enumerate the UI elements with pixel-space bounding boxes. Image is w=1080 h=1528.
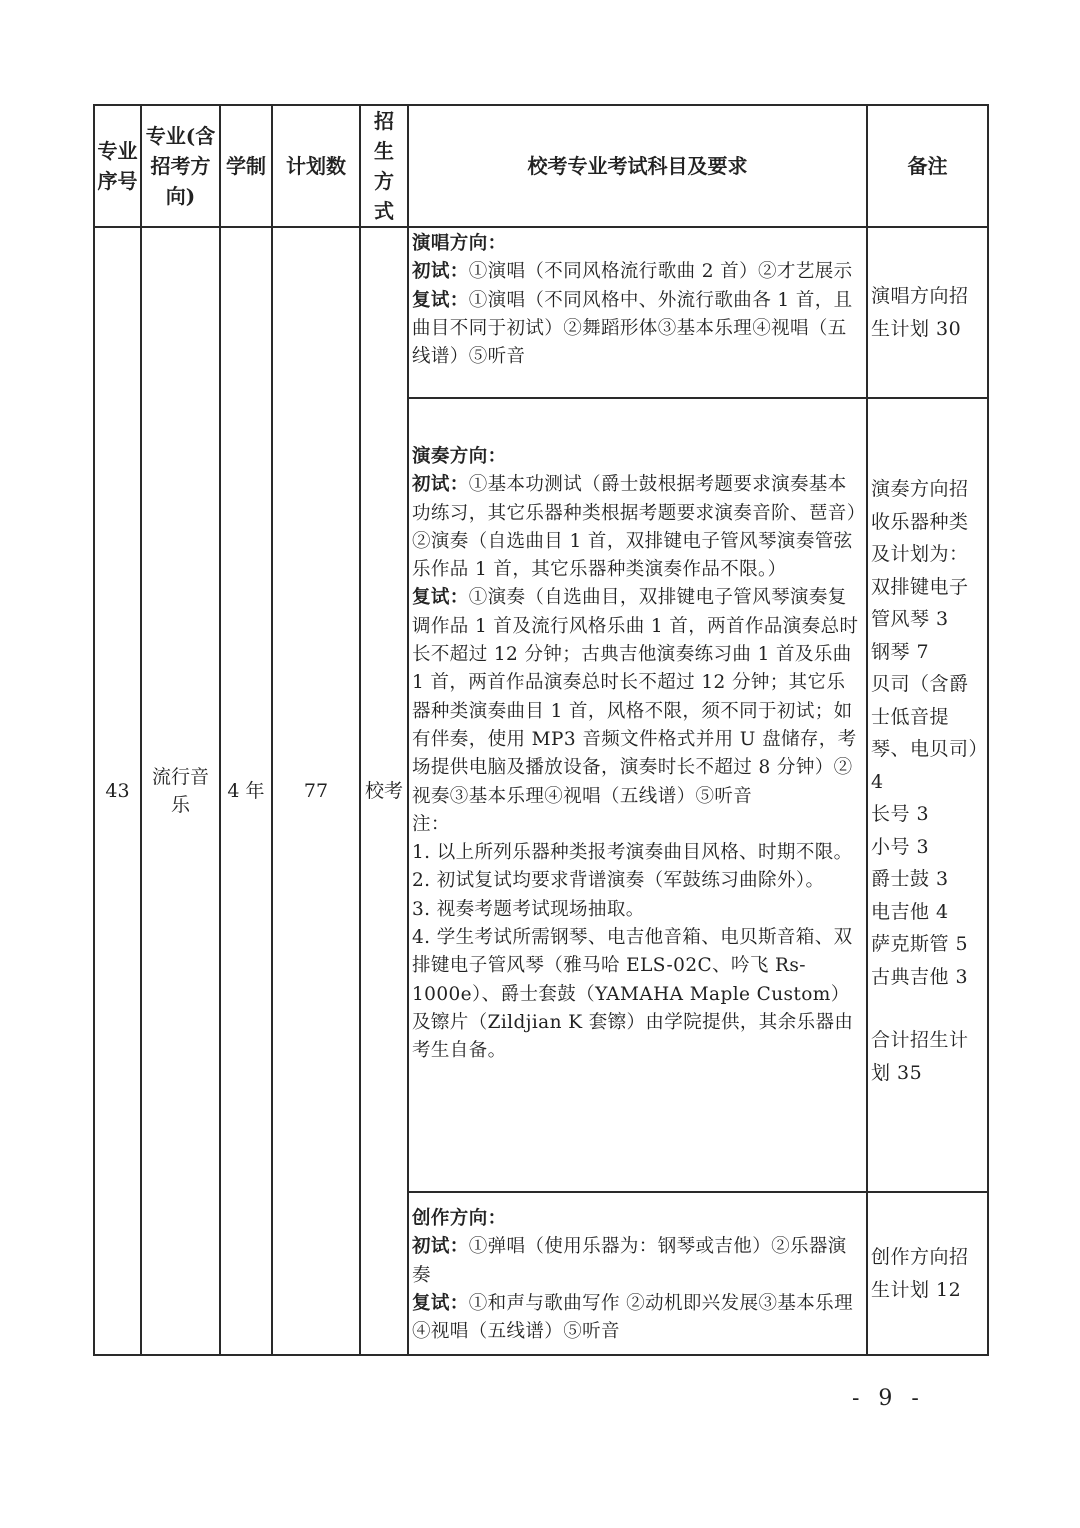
performance-retest-label: 复试： <box>412 587 469 609</box>
singing-prelim-text: ①演唱（不同风格流行歌曲 2 首）②才艺展示 <box>468 261 853 283</box>
header-seq: 专业序号 <box>94 105 141 227</box>
performance-note-4: 4. 学生考试所需钢琴、电吉他音箱、电贝斯音箱、双排键电子管风琴（雅马哈 ELS-02C、吟飞 Rs-1000e）、爵士套鼓（YAMAHA Maple Custom）及镲片（Zildjian K 套镲）由学院提供，其余乐器由考生自备。 <box>412 927 854 1062</box>
remark-item: 萨克斯管 5 <box>871 933 969 955</box>
remark-item: 双排键电子管风琴 3 <box>871 575 969 630</box>
composition-title: 创作方向： <box>412 1208 507 1229</box>
duration-cell: 4 年 <box>220 227 272 1355</box>
method-cell: 校考 <box>360 227 408 1355</box>
singing-row <box>94 227 988 398</box>
seq-cell: 43 <box>94 227 141 1355</box>
remark-item: 长号 3 <box>871 803 930 825</box>
performance-requirements <box>408 398 867 1192</box>
performance-remark-intro: 演奏方向招收乐器种类及计划为： <box>871 478 969 565</box>
singing-remark: 演唱方向招生计划 30 <box>867 227 988 398</box>
header-row <box>94 105 988 227</box>
composition-requirements <box>408 1192 867 1355</box>
performance-note-1: 1. 以上所列乐器种类报考演奏曲目风格、时期不限。 <box>412 842 853 864</box>
performance-prelim-label: 初试： <box>412 474 469 496</box>
composition-retest-text: ①和声与歌曲写作 ②动机即兴发展③基本乐理④视唱（五线谱）⑤听音 <box>412 1292 853 1343</box>
performance-remark <box>867 398 988 1192</box>
remark-item: 贝司（含爵士低音提琴、电贝司）4 <box>871 673 979 793</box>
remark-item: 古典吉他 3 <box>871 965 969 988</box>
performance-remark-total: 合计招生计划 35 <box>871 1029 969 1084</box>
header-subjects: 校考专业考试科目及要求 <box>408 105 867 227</box>
performance-note-2: 2. 初试复试均要求背谱演奏（军鼓练习曲除外）。 <box>412 870 825 892</box>
plan-cell: 77 <box>272 227 360 1355</box>
singing-requirements <box>408 227 867 398</box>
performance-retest-text: ①演奏（自选曲目，双排键电子管风琴演奏复调作品 1 首及流行风格乐曲 1 首，两首作品演奏总时长不超过 12 分钟；古典吉他演奏练习曲 1 首及乐曲 1 首，两首作品演奏总时长不超过 12 分钟；其它乐器种类演奏曲目 1 首，风格不限，须不同于初试；如有伴奏，使用 MP3 音频文件格式并用 U 盘储存，考场提供电脑及播放设备，演奏时长不超过 8 分钟）②视奏③基本乐理④视唱（五线谱）⑤听音 <box>412 587 859 807</box>
performance-note-3: 3. 视奏考题考试现场抽取。 <box>412 898 645 920</box>
performance-prelim-text: ①基本功测试（爵士鼓根据考题要求演奏基本功练习，其它乐器种类根据考题要求演奏音阶、琶音）②演奏（自选曲目 1 首，双排键电子管风琴演奏管弦乐作品 1 首，其它乐器种类演奏作品不限。） <box>412 474 857 581</box>
singing-prelim-label: 初试： <box>412 261 469 283</box>
singing-title: 演唱方向： <box>412 233 507 254</box>
composition-retest-label: 复试： <box>412 1292 469 1314</box>
remark-item: 钢琴 7 <box>871 640 930 663</box>
admissions-table <box>93 104 989 1356</box>
performance-title: 演奏方向： <box>412 446 507 467</box>
singing-retest-text: ①演唱（不同风格中、外流行歌曲各 1 首，且曲目不同于初试）②舞蹈形体③基本乐理④视唱（五线谱）⑤听音 <box>412 289 853 368</box>
header-method: 招生方式 <box>360 105 408 227</box>
remark-item: 爵士鼓 3 <box>871 868 949 890</box>
header-major: 专业(含招考方向) <box>141 105 220 227</box>
singing-retest-label: 复试： <box>412 289 469 311</box>
header-plan: 计划数 <box>272 105 360 227</box>
remark-item: 小号 3 <box>871 835 930 858</box>
composition-remark: 创作方向招生计划 12 <box>867 1192 988 1355</box>
composition-prelim-label: 初试： <box>412 1236 469 1258</box>
header-duration: 学制 <box>220 105 272 227</box>
composition-prelim-text: ①弹唱（使用乐器为：钢琴或吉他）②乐器演奏 <box>412 1236 847 1286</box>
performance-note-label: 注： <box>412 813 450 835</box>
major-cell: 流行音乐 <box>141 227 220 1355</box>
page-number: - 9 - <box>852 1386 925 1411</box>
remark-item: 电吉他 4 <box>871 900 949 923</box>
header-remarks: 备注 <box>867 105 988 227</box>
